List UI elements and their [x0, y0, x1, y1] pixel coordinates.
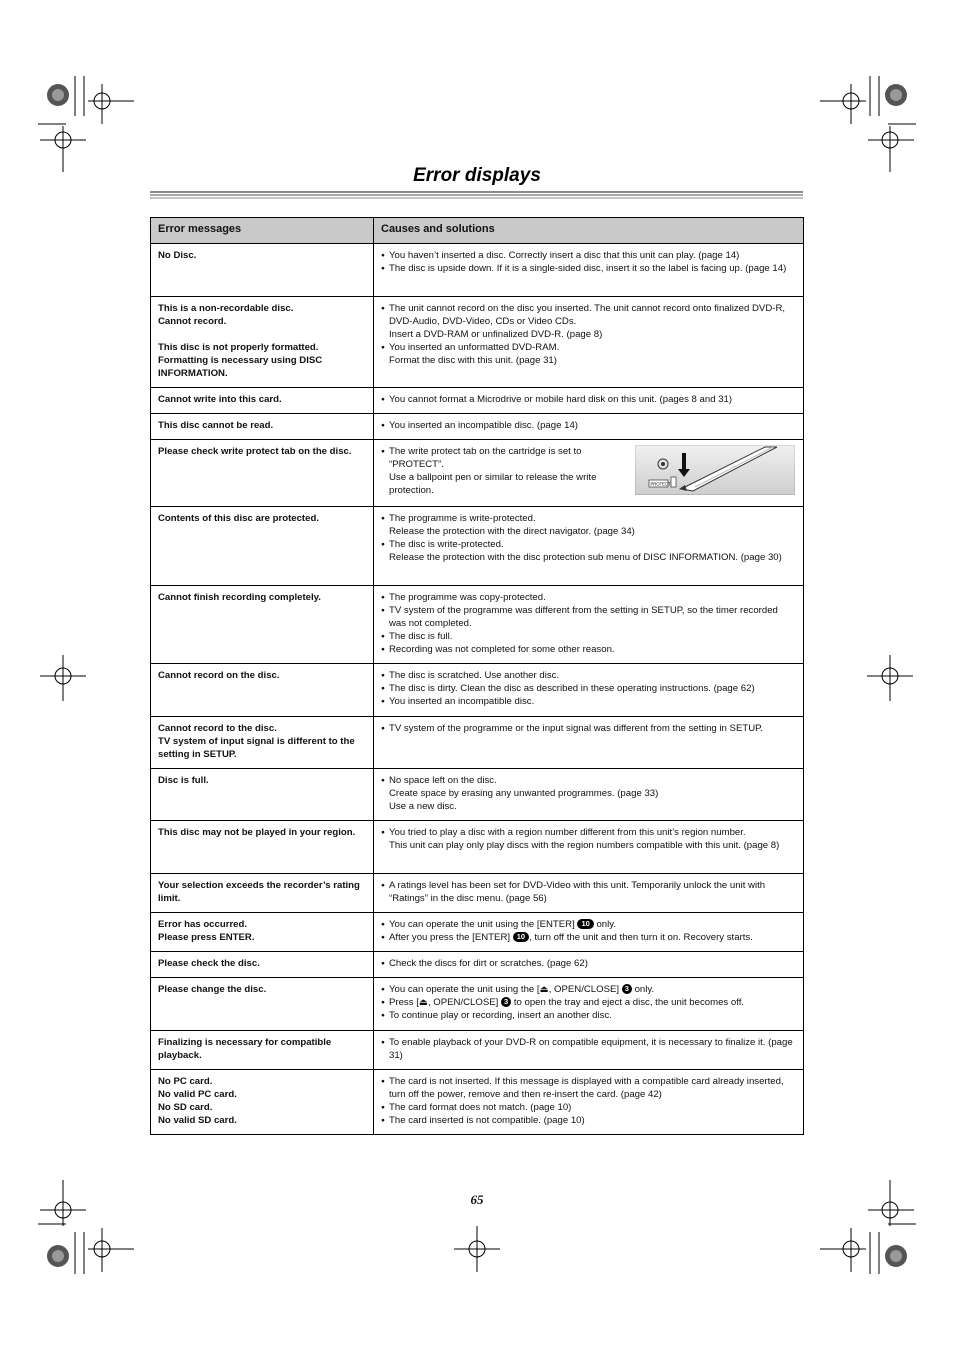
error-message: Your selection exceeds the recorder’s rating limit.: [158, 880, 360, 904]
cause-detail: Format the disc with this unit. (page 31): [389, 355, 557, 366]
table-row: [151, 507, 804, 586]
cause-item: ● The programme is write-protected.: [381, 512, 797, 525]
cause-item: ● You haven’t inserted a disc. Correctly insert a disc that this unit can play. (page 14): [381, 249, 797, 262]
error-message-cell: [151, 874, 374, 913]
cause-item: [381, 931, 797, 944]
error-message: No valid SD card.: [158, 1115, 237, 1126]
cause-cell: [374, 717, 804, 769]
error-message: Cannot finish recording completely.: [158, 592, 321, 603]
cause-item: ● The disc is full.: [381, 630, 797, 643]
cause-item: ● The disc is scratched. Use another disc.: [381, 669, 797, 682]
cause-item: ● You inserted an unformatted DVD-RAM.: [381, 341, 797, 354]
table-row: [151, 388, 804, 414]
cause-item: ● Recording was not completed for some other reason.: [381, 643, 797, 656]
registration-mark-bottom-left: [38, 1176, 138, 1276]
cause-detail: Release the protection with the disc protection sub menu of DISC INFORMATION. (page 30): [389, 552, 782, 563]
cause-item: ● The disc is write-protected.: [381, 538, 797, 551]
error-message: No valid PC card.: [158, 1089, 237, 1100]
error-message: Error has occurred.: [158, 919, 248, 930]
cause-text: After you press the [ENTER]: [389, 932, 511, 943]
cause-item: ● No space left on the disc.: [381, 774, 797, 787]
open-close-ref-badge: 3: [501, 997, 511, 1007]
cartridge-protect-tab-illustration: [635, 445, 795, 495]
error-message-cell: [151, 717, 374, 769]
cause-detail: Release the protection with the direct navigator. (page 34): [389, 526, 635, 537]
error-message: This disc cannot be read.: [158, 420, 274, 431]
registration-mark-mid-right: [867, 655, 913, 701]
cause-item: ● The card format does not match. (page 10): [381, 1101, 797, 1114]
cause-cell: [374, 1031, 804, 1070]
cause-detail: Use a ballpoint pen or similar to release the write protection.: [389, 472, 597, 496]
spacer: [158, 328, 367, 341]
error-message-cell: [151, 586, 374, 664]
error-message-cell: [151, 952, 374, 978]
error-message-cell: [151, 913, 374, 952]
error-message: TV system of input signal is different to the setting in SETUP.: [158, 736, 355, 760]
eject-icon: ⏏: [418, 997, 428, 1008]
cause-text: Press [: [389, 997, 419, 1008]
cause-text: , OPEN/CLOSE]: [548, 984, 620, 995]
table-row: [151, 874, 804, 913]
error-message: Formatting is necessary using DISC INFORMATION.: [158, 355, 323, 379]
cause-cell: [374, 913, 804, 952]
cause-cell: [374, 244, 804, 297]
error-message-cell: [151, 414, 374, 440]
table-row: [151, 1070, 804, 1135]
error-message: Cannot record to the disc.: [158, 723, 277, 734]
cause-text: You can operate the unit using the [ENTER]: [389, 919, 575, 930]
protect-tab-label: PROTECT: [650, 481, 671, 487]
error-message: Please check the disc.: [158, 958, 260, 969]
eject-icon: ⏏: [539, 984, 549, 995]
error-message-cell: [151, 769, 374, 821]
table-row: [151, 586, 804, 664]
error-message: Contents of this disc are protected.: [158, 513, 319, 524]
error-message: No Disc.: [158, 250, 197, 261]
cause-cell: [374, 769, 804, 821]
cause-item: ● The card inserted is not compatible. (page 10): [381, 1114, 797, 1127]
page-number: 65: [470, 1192, 484, 1207]
page-title: Error displays: [413, 165, 541, 186]
table-row: [151, 978, 804, 1031]
error-message-cell: [151, 244, 374, 297]
error-message: Please press ENTER.: [158, 932, 255, 943]
table-row: [151, 913, 804, 952]
cause-item: ● You inserted an incompatible disc.: [381, 695, 797, 708]
error-message: Cannot record.: [158, 316, 227, 327]
error-message: This is a non-recordable disc.: [158, 303, 294, 314]
error-message: No SD card.: [158, 1102, 213, 1113]
error-message: Cannot record on the disc.: [158, 670, 280, 681]
cause-item: ● The card is not inserted. If this message is displayed with a compatible card already inserted, turn off the power, remove and then re-insert the card. (page 42): [381, 1075, 797, 1101]
error-message-cell: [151, 388, 374, 414]
cause-cell: [374, 507, 804, 586]
cause-cell: [374, 388, 804, 414]
table-row: [151, 952, 804, 978]
table-row: [151, 244, 804, 297]
cause-item: ● TV system of the programme or the input signal was different from the setting in SETUP.: [381, 722, 797, 735]
cause-item: [381, 983, 797, 996]
cause-cell: [374, 874, 804, 913]
cause-item: ● Check the discs for dirt or scratches. (page 62): [381, 957, 797, 970]
cause-item: ● To continue play or recording, insert an another disc.: [381, 1009, 797, 1022]
error-message: Cannot write into this card.: [158, 394, 282, 405]
error-message-cell: [151, 978, 374, 1031]
table-row: [151, 717, 804, 769]
title-underline: [150, 191, 803, 201]
cause-detail: This unit can play only play discs with the region numbers compatible with this unit. (page 8): [389, 840, 780, 851]
cause-text: only.: [596, 919, 617, 930]
cause-item: ● The disc is upside down. If it is a single-sided disc, insert it so the label is facing up. (page 14): [381, 262, 797, 275]
table-row: [151, 821, 804, 874]
cause-cell: [374, 821, 804, 874]
error-message: This disc is not properly formatted.: [158, 342, 319, 353]
open-close-ref-badge: 3: [622, 984, 632, 994]
error-message-cell: [151, 297, 374, 388]
cause-detail: Use a new disc.: [389, 801, 457, 812]
cause-item: [381, 918, 797, 931]
cause-item: ● You tried to play a disc with a region number different from this unit’s region number.: [381, 826, 797, 839]
error-message-cell: [151, 664, 374, 717]
cause-item: ● The programme was copy-protected.: [381, 591, 797, 604]
cause-item: [381, 996, 797, 1009]
table-row: [151, 664, 804, 717]
error-message: Please change the disc.: [158, 984, 267, 995]
cause-item: ● To enable playback of your DVD-R on compatible equipment, it is necessary to finalize it. (page 31): [381, 1036, 797, 1062]
cause-text: to open the tray and eject a disc, the unit becomes off.: [513, 997, 745, 1008]
cause-cell: [374, 440, 804, 507]
registration-mark-bottom-center: [454, 1226, 500, 1272]
cause-cell: [374, 414, 804, 440]
error-message-cell: [151, 507, 374, 586]
cause-text: only.: [634, 984, 655, 995]
cause-item: ● You inserted an incompatible disc. (page 14): [381, 419, 797, 432]
cause-cell: [374, 664, 804, 717]
table-row: [151, 414, 804, 440]
cause-item: ● The unit cannot record on the disc you inserted. The unit cannot record onto finalized DVD-R, DVD-Audio, DVD-Video, CDs or Video CDs.: [381, 302, 797, 328]
registration-mark-top-right: [816, 76, 916, 176]
error-message: Please check write protect tab on the disc.: [158, 446, 352, 457]
cause-text: , turn off the unit and then turn it on. Recovery starts.: [529, 932, 753, 943]
cause-item: ● The write protect tab on the cartridge is set to “PROTECT”.: [381, 445, 611, 471]
enter-button-ref-badge: 10: [513, 932, 529, 942]
error-message-cell: [151, 821, 374, 874]
cause-item: ● A ratings level has been set for DVD-Video with this unit. Temporarily unlock the unit with “Ratings” in the disc menu. (page 56): [381, 879, 797, 905]
table-header-row: [151, 218, 804, 244]
cause-detail: Create space by erasing any unwanted programmes. (page 33): [389, 788, 659, 799]
cause-item: ● The disc is dirty. Clean the disc as described in these operating instructions. (page 62): [381, 682, 797, 695]
cause-cell: [374, 586, 804, 664]
table-row: [151, 1031, 804, 1070]
table-row: [151, 297, 804, 388]
registration-mark-bottom-right: [816, 1176, 916, 1276]
cause-detail: Insert a DVD-RAM or unfinalized DVD-R. (page 8): [389, 329, 603, 340]
cause-text: , OPEN/CLOSE]: [427, 997, 499, 1008]
cause-item: ● You cannot format a Microdrive or mobile hard disk on this unit. (pages 8 and 31): [381, 393, 797, 406]
error-message-cell: [151, 1070, 374, 1135]
cause-item: ● TV system of the programme was different from the setting in SETUP, so the timer recorded was not completed.: [381, 604, 797, 630]
error-message: No PC card.: [158, 1076, 213, 1087]
enter-button-ref-badge: 10: [577, 919, 593, 929]
error-table: [150, 217, 804, 1135]
error-message-cell: [151, 1031, 374, 1070]
cause-cell: [374, 297, 804, 388]
error-message: Disc is full.: [158, 775, 209, 786]
cause-cell: [374, 952, 804, 978]
registration-mark-top-left: [38, 76, 138, 176]
table-row: [151, 769, 804, 821]
error-message: Finalizing is necessary for compatible playback.: [158, 1037, 332, 1061]
error-message: This disc may not be played in your region.: [158, 827, 356, 838]
error-message-cell: [151, 440, 374, 507]
header-error-messages: Error messages: [151, 218, 374, 244]
table-row: [151, 440, 804, 507]
cause-text: You can operate the unit using the [: [389, 984, 540, 995]
cause-cell: [374, 1070, 804, 1135]
registration-mark-mid-left: [40, 655, 86, 701]
cause-cell: [374, 978, 804, 1031]
header-causes-solutions: Causes and solutions: [374, 218, 804, 244]
